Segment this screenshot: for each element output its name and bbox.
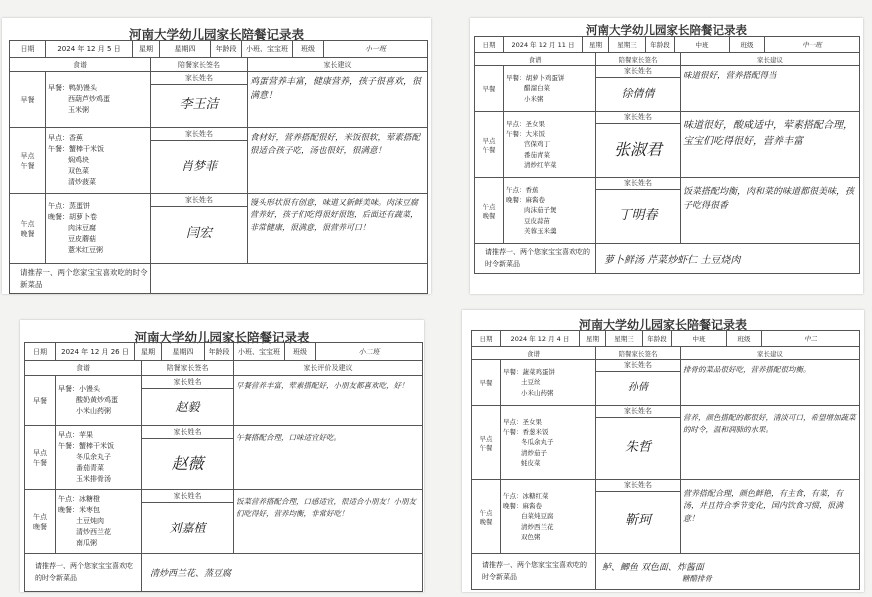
recommend-label: 请推荐一、两个您家宝宝喜欢吃的时令新菜品 [10, 264, 151, 294]
meal-row [475, 112, 860, 178]
meal-name: 午点 晚餐 [25, 490, 56, 554]
food-list: 午点：蒸蛋饼 晚餐：胡萝卜卷 肉沫豆腐 豆皮蘑菇 薏米红豆粥 [46, 194, 151, 264]
signer-cell [596, 406, 681, 480]
meal-row [475, 178, 860, 244]
header-row [10, 41, 428, 58]
class-label: 班级 [740, 41, 754, 49]
meal-name: 午点 晚餐 [472, 480, 501, 554]
sign-label: 家长姓名 [596, 480, 680, 492]
weekday-label: 星期 [141, 347, 155, 356]
recommend-row [10, 264, 428, 294]
signer-cell [151, 128, 248, 194]
signer-cell [596, 66, 681, 112]
parent-signature: 朱哲 [624, 440, 651, 455]
signer-cell [151, 194, 248, 264]
parent-advice: 馒头形状很有创意，味道又新鲜美味。肉沫豆腐营养好，孩子们吃得很好很饱，后面还有蔬菜，非常健康，很满意，很营养可口！ [248, 194, 428, 264]
parent-advice: 食材好，营养搭配很好，米饭很软，荤素搭配很适合孩子吃，汤也很好，很满意！ [248, 128, 428, 194]
col-food-header: 食谱 [475, 53, 596, 66]
food-list: 早餐：胡萝卜鸡蛋饼 醋溜白菜 小米粥 [504, 66, 596, 112]
parent-signature: 丁明春 [618, 208, 658, 223]
col-signer-header: 陪餐家长签名 [151, 58, 248, 72]
col-signer-header: 陪餐家长签名 [142, 361, 234, 376]
meal-row [475, 66, 860, 112]
meal-name: 午点 晚餐 [10, 194, 46, 264]
signer-cell [596, 480, 681, 554]
sign-label: 家长姓名 [151, 72, 247, 85]
col-food-header: 食谱 [10, 58, 151, 72]
recommend-row [25, 554, 423, 592]
age-label: 年龄段 [647, 335, 667, 343]
parent-advice: 午餐搭配合理，口味适宜好吃。 [234, 426, 423, 490]
parent-advice: 鸡蛋营养丰富，健康营养，孩子很喜欢，很满意！ [248, 72, 428, 128]
weekday-label: 星期 [586, 335, 599, 343]
date-label: 日期 [10, 41, 46, 58]
recommended-dishes: 萝卜鲜汤 芹菜炒虾仁 土豆烧肉 [596, 244, 860, 274]
age-value: 小班、宝宝班 [238, 347, 280, 356]
parent-signature: 刘嘉植 [169, 521, 206, 535]
parent-advice: 营养搭配合理，颜色鲜艳，有主食，有菜，有汤，并且符合季节变化，国内饮食习惯，很满意！ [681, 480, 860, 554]
sign-label: 家长姓名 [142, 426, 233, 439]
recommend-label: 请推荐一、两个您家宝宝喜欢吃的时令新菜品 [472, 554, 596, 590]
age-label: 年龄段 [208, 347, 230, 356]
meal-name: 午点 晚餐 [475, 178, 504, 244]
meal-record-table [9, 40, 428, 294]
meal-row [472, 406, 860, 480]
recommended-dish-extra: 糖醋排骨 [682, 573, 712, 583]
meal-row [10, 72, 428, 128]
food-list: 午点：香蕉 晚餐：麻酱卷 肉沫茄子煲 豆皮蒜苗 芙蓉玉米羹 [504, 178, 596, 244]
sign-label: 家长姓名 [596, 112, 680, 124]
weekday-value: 星期三 [617, 41, 637, 49]
meal-name: 早点 午餐 [475, 112, 504, 178]
sign-label: 家长姓名 [596, 66, 680, 78]
meal-row [25, 490, 423, 554]
column-header-row [25, 361, 423, 376]
weekday-value: 星期四 [174, 45, 196, 53]
header-row [472, 331, 860, 347]
date-value: 2024 年 12 月 26 日 [61, 347, 129, 356]
meal-record-form [2, 18, 431, 294]
meal-name: 早餐 [472, 360, 501, 406]
parent-signature: 李王洁 [179, 97, 219, 112]
parent-signature: 张淑君 [613, 140, 662, 159]
recommended-dishes [151, 264, 428, 294]
class-label: 班级 [737, 335, 751, 343]
sign-label: 家长姓名 [151, 194, 247, 207]
weekday-value: 星期三 [614, 335, 634, 343]
form-title: 河南大学幼儿园家长陪餐记录表 [578, 318, 747, 332]
signer-cell [151, 72, 248, 128]
recommended-dishes: 清炒西兰花、蒸豆腐 [142, 554, 423, 592]
header-row [475, 37, 860, 53]
parent-advice: 饭菜搭配均衡，肉和菜的味道都很美味，孩子吃得很香 [681, 178, 860, 244]
recommend-label: 请推荐一、两个您家宝宝喜欢吃的时令新菜品 [475, 244, 596, 274]
column-header-row [475, 53, 860, 66]
date-value: 2024 年 12 月 11 日 [511, 41, 575, 49]
weekday-value: 星期四 [172, 347, 194, 356]
meal-record-form [20, 320, 424, 592]
meal-record-form [470, 18, 863, 294]
parent-signature: 徐倩倩 [621, 87, 655, 100]
meal-name: 早餐 [10, 72, 46, 128]
food-list: 早点：圣女果 午餐：香葱米饭 冬瓜余丸子 清炒茄子 蚝皮菜 [501, 406, 596, 480]
class-value: 小二班 [358, 347, 380, 356]
meal-record-table [471, 330, 860, 590]
age-value: 中班 [695, 41, 709, 49]
sign-label: 家长姓名 [596, 406, 680, 418]
meal-row [25, 376, 423, 426]
food-list: 早餐：鸭奶馒头 西葫芦炒鸡蛋 玉米粥 [46, 72, 151, 128]
sign-label: 家长姓名 [596, 360, 680, 372]
signer-cell [596, 360, 681, 406]
parent-signature: 赵毅 [175, 400, 200, 414]
class-label: 班级 [293, 347, 307, 356]
meal-name: 早餐 [25, 376, 56, 426]
parent-signature: 靳珂 [624, 513, 651, 528]
recommend-cell [596, 554, 860, 590]
class-value: 小一班 [365, 45, 386, 53]
food-list: 早点：香蕉 午餐：蟹棒干米饭 焖鸡块 双色菜 清炒菠菜 [46, 128, 151, 194]
recommend-row [472, 554, 860, 590]
meal-record-form [462, 310, 864, 592]
age-label: 年龄段 [650, 41, 670, 49]
col-advice-header: 家长建议 [681, 347, 860, 360]
meal-row [472, 360, 860, 406]
class-label: 班级 [301, 45, 315, 53]
col-advice-header: 家长建议 [681, 53, 860, 66]
parent-advice: 味道很好，酸咸适中，荤素搭配合理，宝宝们吃得很好，营养丰富 [681, 112, 860, 178]
food-list: 午点：冰糖橙 晚餐：米枣包 土豆炖肉 清炒西兰花 南瓜粥 [56, 490, 142, 554]
parent-advice: 饭菜营养搭配合理，口感适宜，很适合小朋友！小朋友们吃得好，营养均衡，非常好吃！ [234, 490, 423, 554]
age-label: 年龄段 [215, 45, 237, 53]
signer-cell [142, 426, 234, 490]
parent-signature: 肖梦菲 [180, 159, 217, 173]
meal-row [25, 426, 423, 490]
age-value: 小班、宝宝班 [246, 45, 288, 53]
meal-name: 早点 午餐 [25, 426, 56, 490]
sign-label: 家长姓名 [151, 128, 247, 141]
col-advice-header: 家长评价及建议 [234, 361, 423, 376]
meal-record-table [474, 36, 860, 274]
col-signer-header: 陪餐家长签名 [596, 347, 681, 360]
parent-signature: 孙倩 [628, 382, 648, 393]
date-label: 日期 [472, 331, 501, 347]
parent-advice: 排骨的菜品很好吃，营养搭配很均衡。 [681, 360, 860, 406]
date-label: 日期 [475, 37, 504, 53]
signer-cell [142, 376, 234, 426]
parent-advice: 营养，颜色搭配的都很好，清淡可口，希望增加蔬菜的时令，温和润肺的水果。 [681, 406, 860, 480]
date-label: 日期 [25, 343, 56, 361]
sign-label: 家长姓名 [596, 178, 680, 190]
class-value: 中二 [804, 335, 818, 343]
food-list: 早餐：小馒头 酸奶黄炒鸡蛋 小米山药粥 [56, 376, 142, 426]
form-title: 河南大学幼儿园家长陪餐记录表 [128, 27, 304, 42]
header-row [25, 343, 423, 361]
col-food-header: 食谱 [472, 347, 596, 360]
col-advice-header: 家长建议 [248, 58, 428, 72]
signer-cell [142, 490, 234, 554]
sign-label: 家长姓名 [142, 376, 233, 389]
meal-row [10, 128, 428, 194]
age-value: 中班 [692, 335, 706, 343]
sign-label: 家长姓名 [142, 490, 233, 503]
signer-cell [596, 112, 681, 178]
date-value: 2024 年 12 月 5 日 [57, 45, 121, 53]
food-list: 早餐：蔬菜鸡蛋饼 土豆丝 小米山药粥 [501, 360, 596, 406]
form-title: 河南大学幼儿园家长陪餐记录表 [586, 23, 747, 37]
recommended-dishes: 鲈、鲫鱼 双色面、炸酱面 [602, 562, 704, 573]
parent-advice: 早餐营养丰富，荤素搭配好，小朋友都喜欢吃，好！ [234, 376, 423, 426]
date-value: 2024 年 12 月 4 日 [510, 335, 570, 343]
parent-signature: 赵薇 [171, 454, 204, 473]
meal-name: 早点 午餐 [472, 406, 501, 480]
food-list: 午点：冰糖红菜 晚餐：麻酱卷 白菜炖豆腐 清炒西兰花 双色粥 [501, 480, 596, 554]
meal-name: 早餐 [475, 66, 504, 112]
parent-advice: 味道很好，营养搭配得当 [681, 66, 860, 112]
food-list: 早点：苹果 午餐：蟹棒干米饭 冬瓜余丸子 番茄青菜 玉米排骨汤 [56, 426, 142, 490]
col-signer-header: 陪餐家长签名 [596, 53, 681, 66]
meal-row [10, 194, 428, 264]
parent-signature: 闫宏 [185, 226, 212, 241]
recommend-row [475, 244, 860, 274]
weekday-label: 星期 [139, 45, 153, 53]
form-title: 河南大学幼儿园家长陪餐记录表 [134, 330, 310, 345]
food-list: 早点：圣女果 午餐：大米饭 宫保鸡丁 番茄青菜 清炒红苹菜 [504, 112, 596, 178]
signer-cell [596, 178, 681, 244]
col-food-header: 食谱 [25, 361, 142, 376]
column-header-row [10, 58, 428, 72]
column-header-row [472, 347, 860, 360]
recommend-label: 请推荐一、两个您家宝宝喜欢吃的时令新菜品 [25, 554, 142, 592]
meal-row [472, 480, 860, 554]
meal-name: 早点 午餐 [10, 128, 46, 194]
class-value: 中一班 [802, 41, 822, 49]
meal-record-table [24, 342, 423, 592]
weekday-label: 星期 [589, 41, 602, 49]
